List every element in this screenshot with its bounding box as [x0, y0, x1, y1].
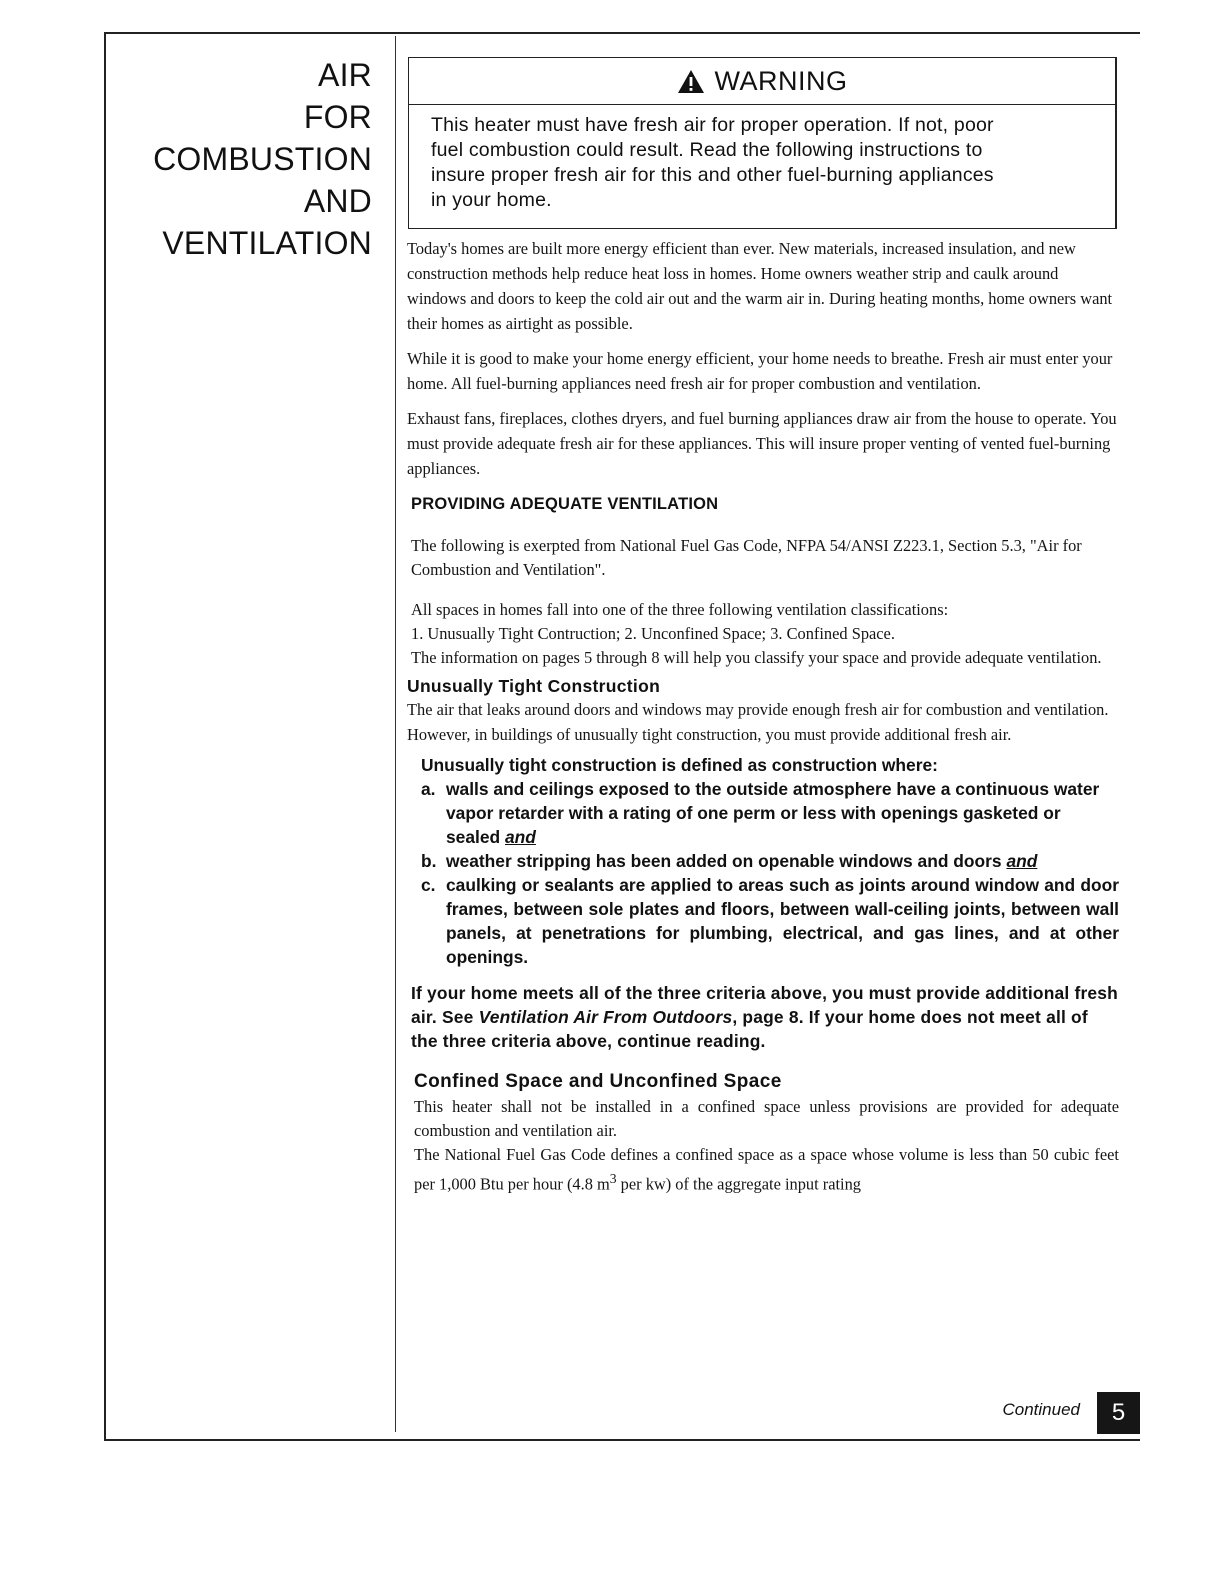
cross-reference: Ventilation Air From Outdoors [478, 1007, 733, 1027]
intro-paragraph: While it is good to make your home energy efficient, your home needs to breathe. Fresh air must enter your home. All fuel-burning appliances need fresh air for proper combustion and ventilation. [407, 349, 1113, 393]
warning-text [409, 105, 1115, 213]
criteria-conjunction: and [505, 827, 536, 847]
ventilation-heading: PROVIDING ADEQUATE VENTILATION [411, 495, 719, 513]
warning-line: This heater must have fresh air for proper operation. If not, poor [431, 114, 994, 136]
criteria-letter: b. [421, 851, 437, 871]
section-title-line: AIR [318, 57, 372, 93]
warning-triangle-icon [677, 69, 705, 94]
confined-space-heading: Confined Space and Unconfined Space [414, 1071, 782, 1092]
tight-construction-definition [421, 753, 1119, 969]
warning-line: insure proper fresh air for this and other fuel-burning appliances [431, 164, 994, 186]
section-title-line: COMBUSTION [153, 141, 372, 177]
intro-paragraph: Today's homes are built more energy efficient than ever. New materials, increased insulation, and new construction methods help reduce heat loss in homes. Home owners weather strip and caulk around windows and doors to keep the cold air out and the warm air in. During heating months, home owners want their homes as airtight as possible. [407, 239, 1113, 333]
criteria-item [421, 849, 1119, 873]
page-frame-bottom [104, 1439, 1140, 1441]
criteria-summary: If your home meets all of the three criteria above, you must provide additional fresh air. See Ventilation Air From Outdoors, page 8. If your home does not meet all of the three criteria above, continue reading. [411, 983, 1118, 1051]
classification-line: The information on pages 5 through 8 will help you classify your space and provide adequate ventilation. [411, 648, 1102, 667]
warning-header [409, 58, 1115, 105]
criteria-text: weather stripping has been added on openable windows and doors [446, 851, 1002, 871]
warning-box [408, 57, 1117, 229]
warning-heading: WARNING [714, 65, 848, 96]
ventilation-paragraph: The following is exerpted from National Fuel Gas Code, NFPA 54/ANSI Z223.1, Section 5.3, "Air for Combustion and Ventilation". [411, 536, 1082, 579]
warning-line: in your home. [431, 189, 552, 211]
criteria-letter: a. [421, 779, 436, 799]
section-title-line: AND [303, 183, 372, 219]
tight-construction-heading: Unusually Tight Construction [407, 676, 661, 696]
classification-line: All spaces in homes fall into one of the three following ventilation classifications: [411, 600, 949, 619]
confined-space-paragraph: This heater shall not be installed in a confined space unless provisions are provided for adequate combustion and ventilation air. The National Fuel Gas Code defines a confined space as a space whose volume is less than 50 cubic feet per 1,000 Btu per hour (4.8 $m^3$ per kw) of the aggregate input rating [414, 1097, 1119, 1194]
definition-lead: Unusually tight construction is defined as construction where: [421, 755, 938, 775]
classification-paragraph [411, 598, 1119, 670]
main-content [407, 236, 1119, 1206]
section-title-line: VENTILATION [162, 225, 372, 261]
criteria-text: walls and ceilings exposed to the outside atmosphere have a continuous water vapor retarder with a rating of one perm or less with openings gasketed or sealed [446, 779, 1100, 847]
criteria-item [421, 873, 1119, 969]
continued-label: Continued [1002, 1400, 1080, 1419]
page-frame-top [104, 32, 1140, 34]
column-divider [395, 36, 396, 1432]
section-title [112, 54, 372, 264]
section-title-line: FOR [303, 99, 372, 135]
page-frame-left [104, 32, 106, 1440]
criteria-item [421, 777, 1119, 849]
criteria-conjunction: and [1006, 851, 1038, 871]
page-number-badge: 5 [1097, 1392, 1140, 1434]
tight-construction-paragraph: The air that leaks around doors and windows may provide enough fresh air for combustion and ventilation. However, in buildings of unusually tight construction, you must provide additional fresh air. [407, 700, 1109, 744]
intro-paragraph: Exhaust fans, fireplaces, clothes dryers, and fuel burning appliances draw air from the house to operate. You must provide adequate fresh air for these appliances. This will insure proper venting of vented fuel-burning appliances. [407, 409, 1117, 478]
classification-line: 1. Unusually Tight Contruction; 2. Unconfined Space; 3. Confined Space. [411, 624, 895, 643]
criteria-text: caulking or sealants are applied to areas such as joints around window and door frames, between sole plates and floors, between wall-ceiling joints, between wall panels, at penetrations for plumbing, electrical, and gas lines, and at other openings. [446, 875, 1119, 967]
warning-line: fuel combustion could result. Read the following instructions to [431, 139, 983, 161]
criteria-letter: c. [421, 875, 436, 895]
